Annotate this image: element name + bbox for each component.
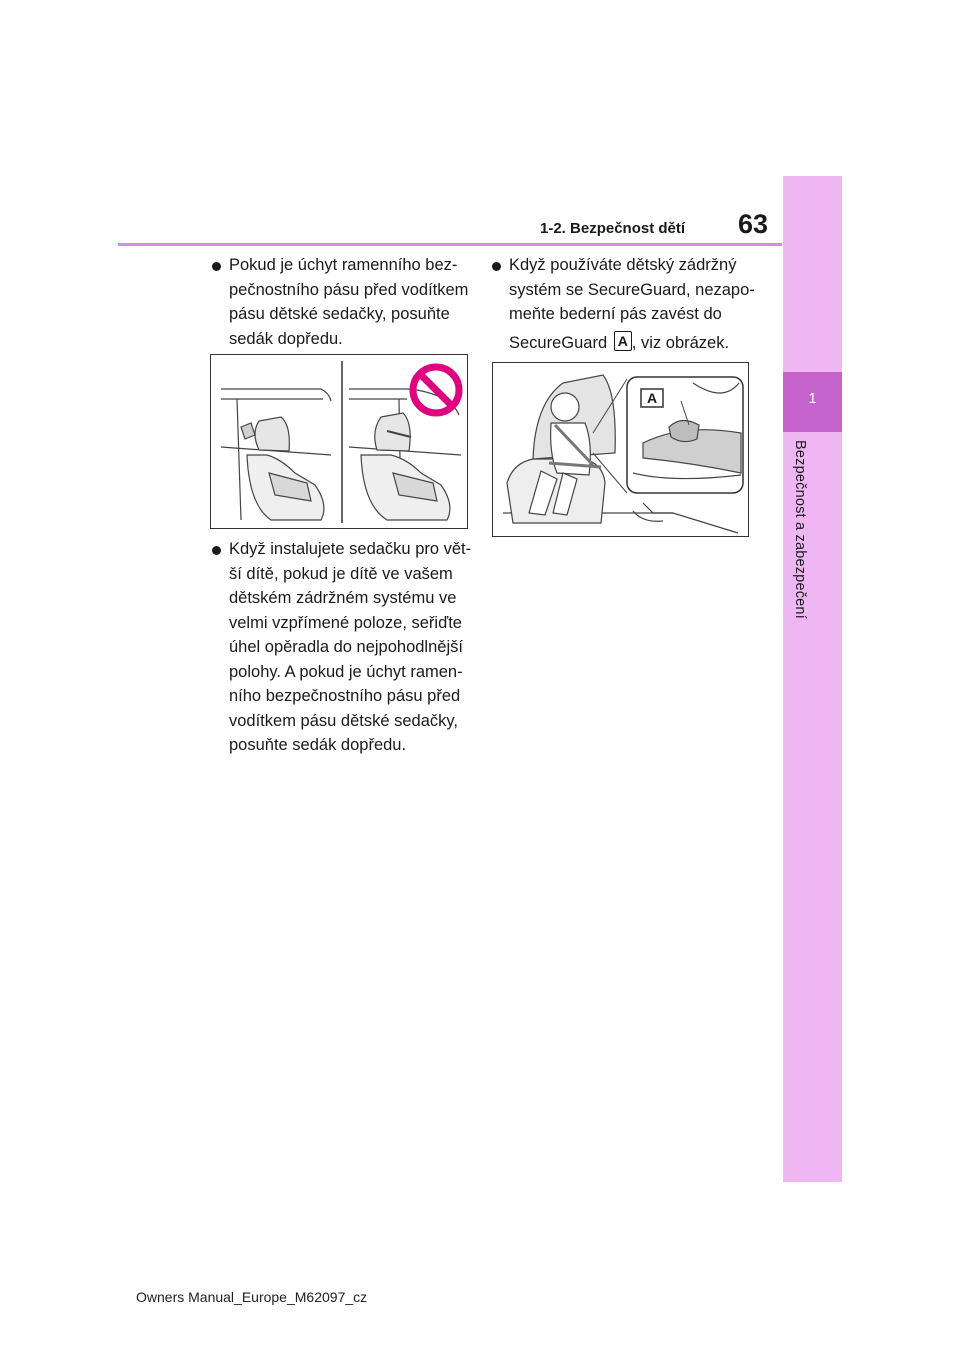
text-line: vodítkem pásu dětské sedačky, xyxy=(229,711,458,730)
text-line: ního bezpečnostního pásu před xyxy=(229,687,461,705)
callout-label: A xyxy=(646,390,658,406)
no-symbol-icon xyxy=(408,362,464,418)
text-line: velmi vzpřímené poloze, seřiďte xyxy=(229,613,462,632)
bullet-shoulder-anchor xyxy=(212,253,468,351)
bullet-dot xyxy=(212,262,221,271)
figure-seat-comparison xyxy=(210,354,468,529)
text-line: dětském zádržném systému ve xyxy=(229,589,457,607)
bullet-dot xyxy=(492,262,501,271)
text-line: ší dítě, pokud je dítě ve vašem xyxy=(229,564,453,583)
text-line: Když používáte dětský zádržný xyxy=(509,256,737,274)
chapter-number: 1 xyxy=(808,390,817,407)
text-line: meňte bederní pás zavést do xyxy=(509,305,722,323)
text-line: pečnostního pásu před vodítkem xyxy=(229,280,469,299)
bullet-older-child-seat xyxy=(212,537,471,758)
figure-secureguard xyxy=(492,362,749,537)
text-line-with-marker xyxy=(509,331,755,356)
bullet-dot xyxy=(212,546,221,555)
text-line: Pokud je úchyt ramenního bez- xyxy=(229,256,458,274)
text-line: pásu dětské sedačky, posuňte xyxy=(229,305,450,323)
header-divider xyxy=(118,243,782,246)
marker-a: A xyxy=(614,331,632,351)
text-fragment: , viz obrázek. xyxy=(631,333,730,352)
text-line: posuňte sedák dopředu. xyxy=(229,736,407,754)
bullet-secureguard xyxy=(492,253,755,355)
page-number: 63 xyxy=(738,209,769,239)
footer-text: Owners Manual_Europe_M62097_cz xyxy=(136,1289,368,1305)
section-title: 1-2. Bezpečnost dětí xyxy=(540,220,686,237)
chapter-tab-strip xyxy=(783,176,842,1182)
text-line: úhel opěradla do nejpohodlnější xyxy=(229,638,463,656)
text-fragment: SecureGuard xyxy=(509,333,608,352)
chapter-label: Bezpečnost a zabezpečení xyxy=(792,440,808,619)
secureguard-illustration xyxy=(493,363,748,536)
text-line: polohy. A pokud je úchyt ramen- xyxy=(229,662,463,681)
text-line: sedák dopředu. xyxy=(229,329,343,348)
text-line: systém se SecureGuard, nezapo- xyxy=(509,280,755,299)
text-line: Když instalujete sedačku pro vět- xyxy=(229,540,472,558)
